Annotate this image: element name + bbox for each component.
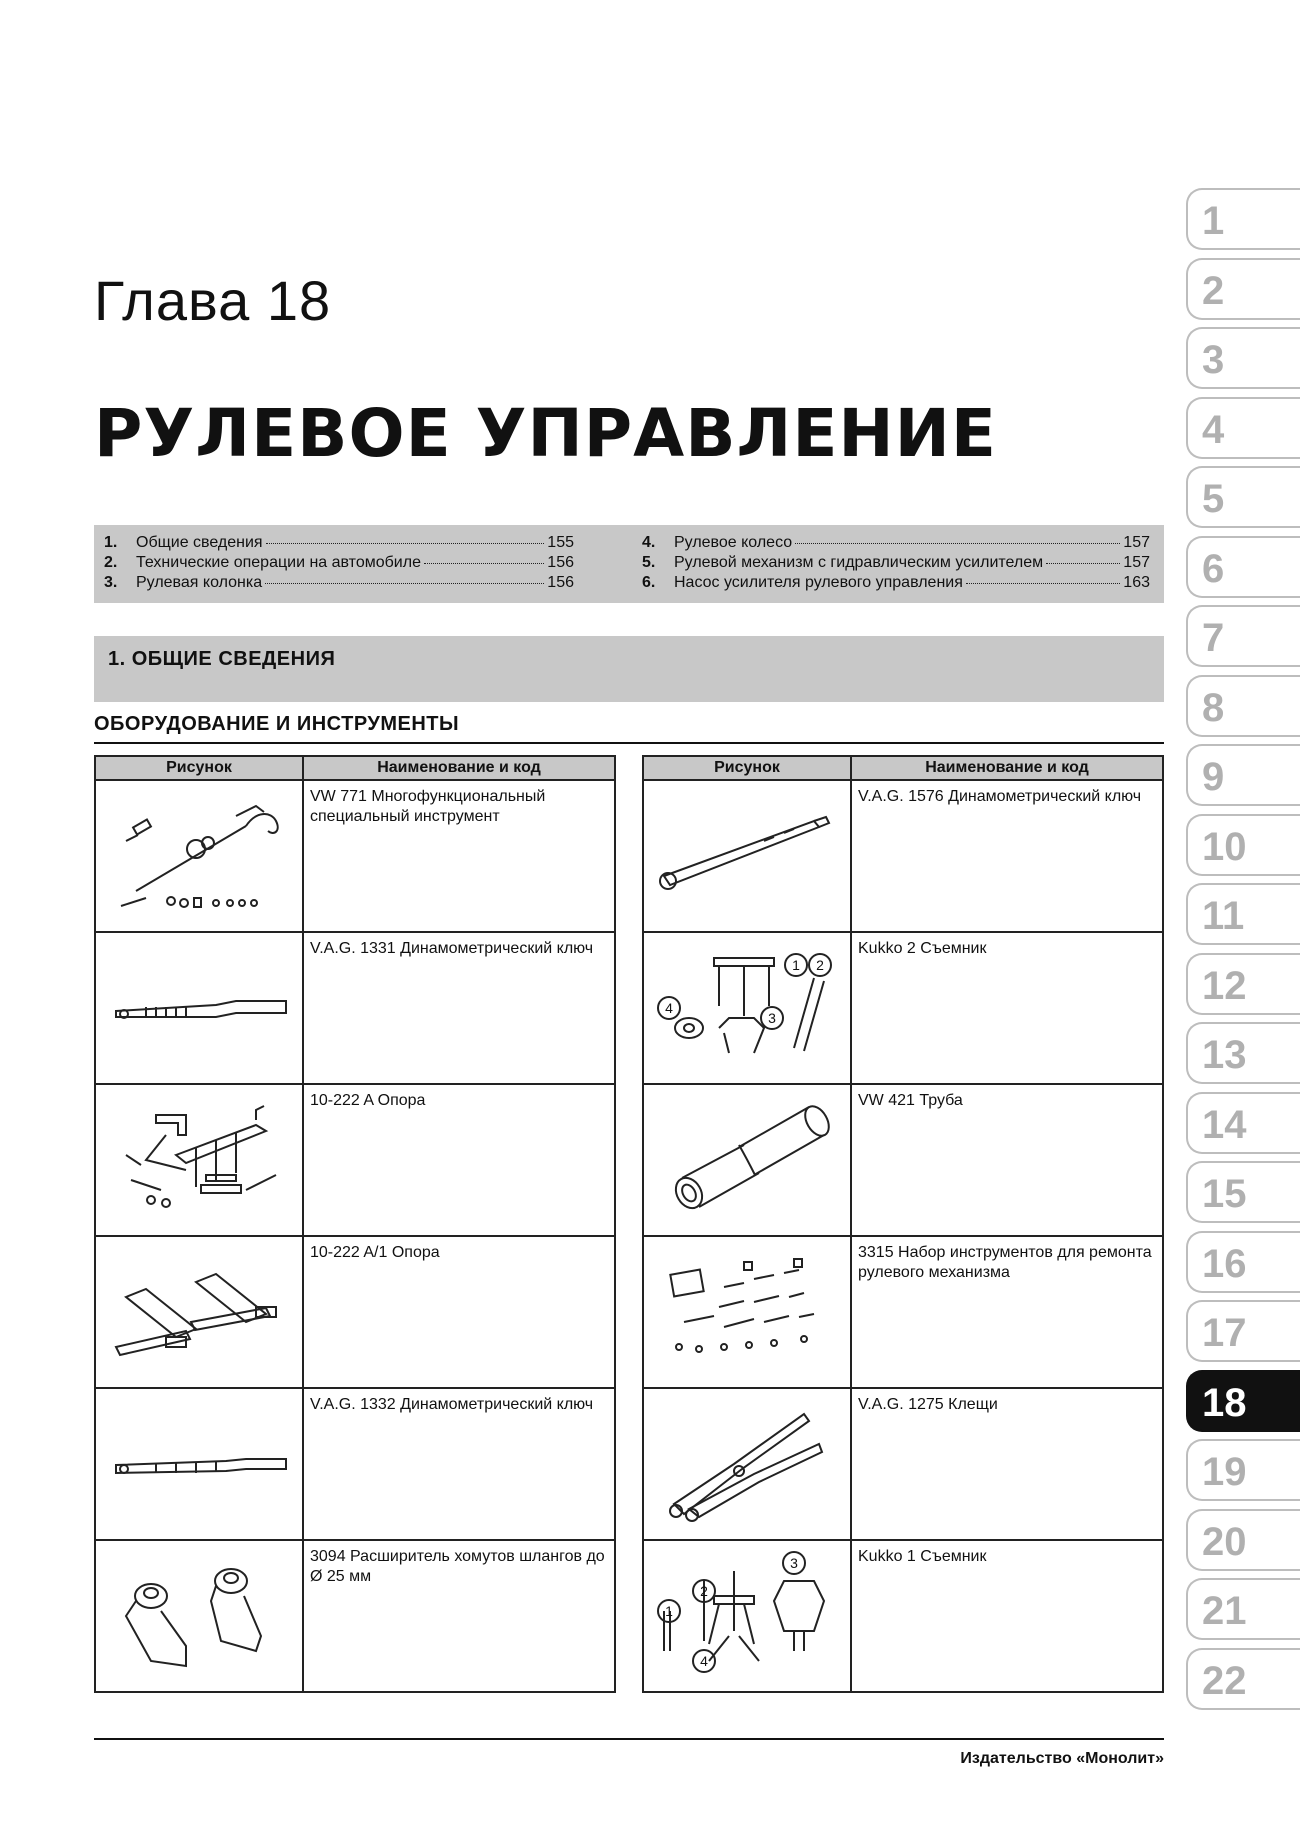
tool-name: V.A.G. 1332 Динамометрический ключ (303, 1388, 615, 1540)
column-header-picture: Рисунок (95, 756, 303, 780)
toc-item[interactable]: 5. Рулевой механизм с гидравлическим усилителем 157 (642, 554, 1150, 571)
chapter-tab[interactable]: 16 (1186, 1231, 1300, 1293)
tool-picture (643, 1388, 851, 1540)
chapter-tab[interactable]: 20 (1186, 1509, 1300, 1571)
chapter-tab[interactable]: 5 (1186, 466, 1300, 528)
subheading: ОБОРУДОВАНИЕ И ИНСТРУМЕНТЫ (94, 713, 1164, 744)
callout-label: 2 (700, 1583, 708, 1599)
toc-item[interactable]: 6. Насос усилителя рулевого управления 163 (642, 574, 1150, 591)
chapter-tab[interactable]: 9 (1186, 744, 1300, 806)
chapter-tab[interactable]: 4 (1186, 397, 1300, 459)
tool-picture (643, 1540, 851, 1692)
tool-picture (643, 1084, 851, 1236)
tool-name: VW 421 Труба (851, 1084, 1163, 1236)
toc-item[interactable]: 1. Общие сведения 155 (104, 534, 574, 551)
callout-label: 3 (790, 1555, 798, 1571)
chapter-tabs (1186, 188, 1300, 1717)
tool-picture (95, 1388, 303, 1540)
tool-name: V.A.G. 1331 Динамометрический ключ (303, 932, 615, 1084)
table-row (643, 932, 1163, 1084)
chapter-tab[interactable]: 3 (1186, 327, 1300, 389)
pliers-icon (644, 1389, 850, 1539)
torque-wrench-icon (96, 933, 302, 1083)
callout-label: 1 (665, 1603, 673, 1619)
table-row (643, 1540, 1163, 1692)
callout-label: 3 (768, 1010, 776, 1026)
hose-clamp-expander-icon (96, 1541, 302, 1691)
callout-label: 4 (665, 1000, 673, 1016)
chapter-label: Глава 18 (94, 269, 332, 332)
tool-name: V.A.G. 1576 Динамометрический ключ (851, 780, 1163, 932)
puller-set-icon (644, 933, 850, 1083)
toc-column-right (642, 534, 1150, 594)
table-row (95, 1236, 615, 1388)
callout-label: 2 (816, 957, 824, 973)
repair-kit-icon (644, 1237, 850, 1387)
tool-picture (95, 780, 303, 932)
chapter-tab[interactable]: 8 (1186, 675, 1300, 737)
tool-picture (643, 932, 851, 1084)
chapter-title: РУЛЕВОЕ УПРАВЛЕНИЕ (94, 395, 997, 472)
tool-name: VW 771 Многофункциональный специальный инструмент (303, 780, 615, 932)
tools-table-left (94, 755, 616, 1693)
table-row (95, 1540, 615, 1692)
chapter-tab[interactable]: 11 (1186, 883, 1300, 945)
chapter-tab[interactable]: 6 (1186, 536, 1300, 598)
table-row (95, 780, 615, 932)
toc-item[interactable]: 3. Рулевая колонка 156 (104, 574, 574, 591)
table-row (95, 1388, 615, 1540)
chapter-tab[interactable]: 15 (1186, 1161, 1300, 1223)
tools-table-right (642, 755, 1164, 1693)
torque-wrench-icon (96, 1389, 302, 1539)
tool-name: 10-222 A/1 Опора (303, 1236, 615, 1388)
callout-label: 4 (700, 1653, 708, 1669)
tool-picture (643, 780, 851, 932)
chapter-tab[interactable]: 7 (1186, 605, 1300, 667)
chapter-tab[interactable]: 2 (1186, 258, 1300, 320)
table-row (643, 780, 1163, 932)
toc-column-left (104, 534, 574, 594)
section-title: 1. ОБЩИЕ СВЕДЕНИЯ (108, 648, 336, 670)
table-row (643, 1084, 1163, 1236)
tube-icon (644, 1085, 850, 1235)
table-row (643, 1388, 1163, 1540)
chapter-tab-active[interactable]: 18 (1186, 1370, 1300, 1432)
tool-picture (95, 1540, 303, 1692)
chapter-tab[interactable]: 17 (1186, 1300, 1300, 1362)
support-feet-icon (96, 1237, 302, 1387)
table-row (643, 1236, 1163, 1388)
callout-label: 1 (792, 957, 800, 973)
multi-tool-icon (96, 781, 302, 931)
chapter-tab[interactable]: 14 (1186, 1092, 1300, 1154)
support-bracket-icon (96, 1085, 302, 1235)
column-header-picture: Рисунок (643, 756, 851, 780)
table-row (95, 1084, 615, 1236)
tool-name: 10-222 A Опора (303, 1084, 615, 1236)
publisher-name: Издательство «Монолит» (960, 1750, 1164, 1767)
chapter-tab[interactable]: 13 (1186, 1022, 1300, 1084)
tool-name: 3094 Расширитель хомутов шлангов до Ø 25 мм (303, 1540, 615, 1692)
chapter-tab[interactable]: 22 (1186, 1648, 1300, 1710)
column-header-name: Наименование и код (851, 756, 1163, 780)
table-of-contents (94, 525, 1164, 603)
toc-item[interactable]: 4. Рулевое колесо 157 (642, 534, 1150, 551)
toc-item[interactable]: 2. Технические операции на автомобиле 156 (104, 554, 574, 571)
long-torque-wrench-icon (644, 781, 850, 931)
chapter-tab[interactable]: 10 (1186, 814, 1300, 876)
puller-set-icon (644, 1541, 850, 1691)
section-header (94, 636, 1164, 702)
chapter-tab[interactable]: 19 (1186, 1439, 1300, 1501)
tool-name: V.A.G. 1275 Клещи (851, 1388, 1163, 1540)
footer-divider (94, 1738, 1164, 1740)
chapter-tab[interactable]: 12 (1186, 953, 1300, 1015)
chapter-tab[interactable]: 21 (1186, 1578, 1300, 1640)
table-row (95, 932, 615, 1084)
tool-name: Kukko 2 Съемник (851, 932, 1163, 1084)
tool-picture (95, 1236, 303, 1388)
tool-picture (95, 1084, 303, 1236)
tool-picture (643, 1236, 851, 1388)
tool-picture (95, 932, 303, 1084)
tool-name: Kukko 1 Съемник (851, 1540, 1163, 1692)
chapter-tab[interactable]: 1 (1186, 188, 1300, 250)
column-header-name: Наименование и код (303, 756, 615, 780)
tool-name: 3315 Набор инструментов для ремонта рулевого механизма (851, 1236, 1163, 1388)
